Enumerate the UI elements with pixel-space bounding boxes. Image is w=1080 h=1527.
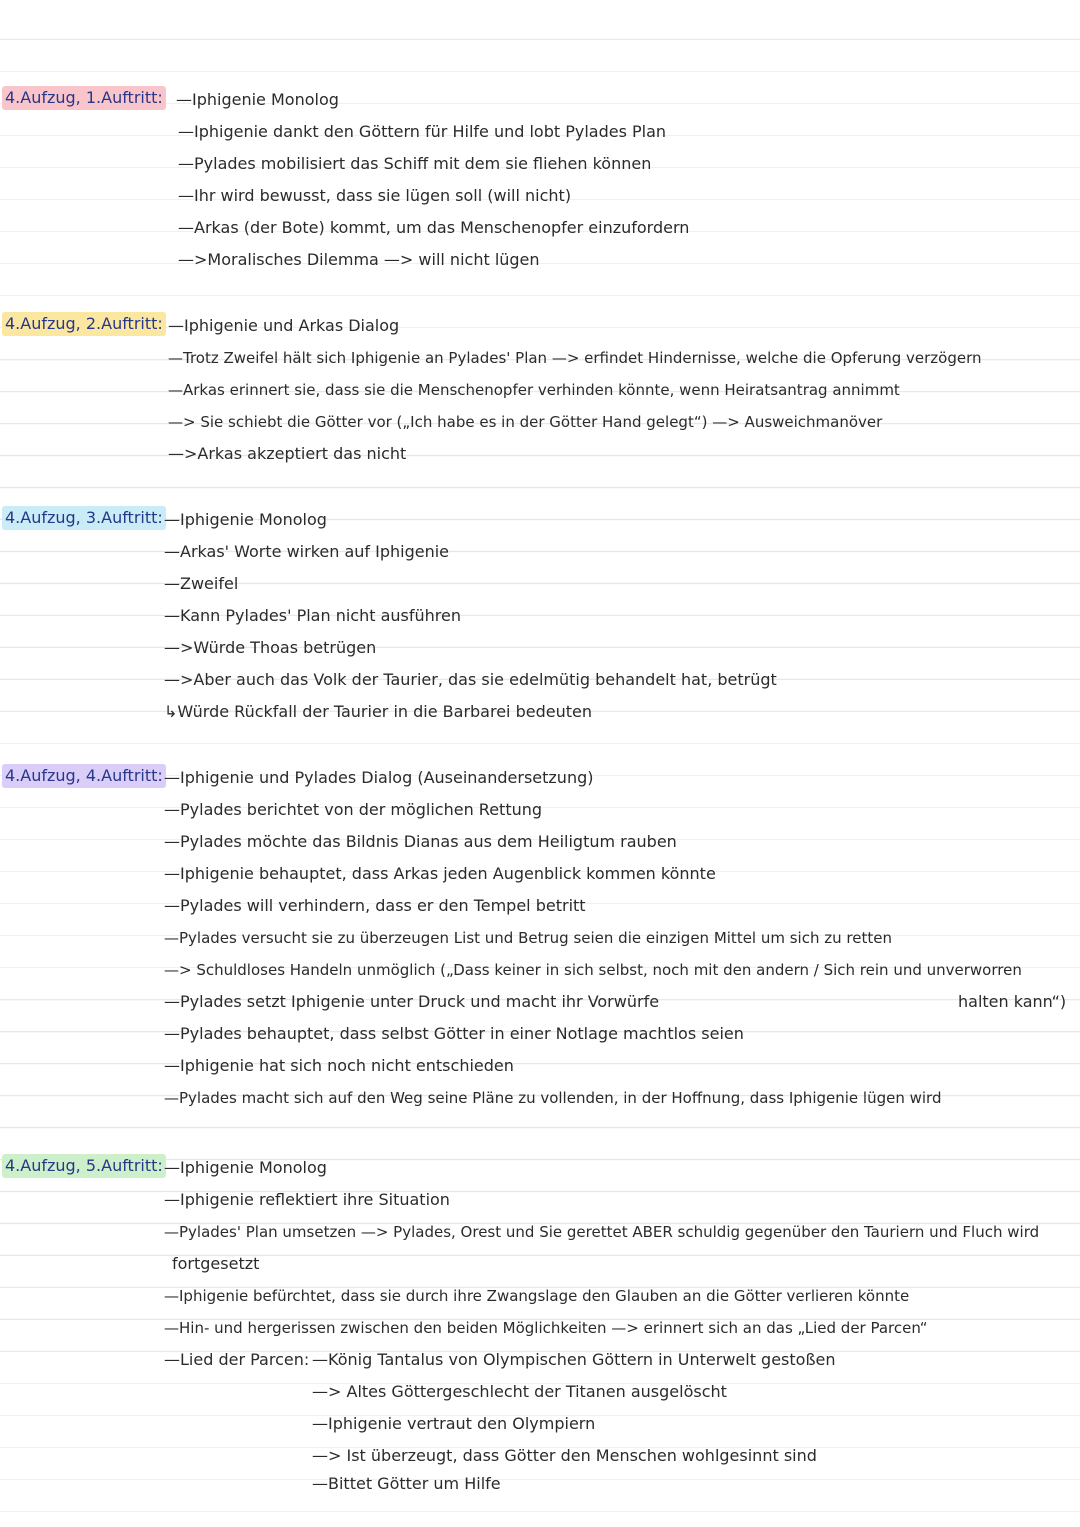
note-line: —Iphigenie hat sich noch nicht entschieden xyxy=(164,1056,514,1075)
note-line: —Arkas (der Bote) kommt, um das Menschenopfer einzufordern xyxy=(178,218,690,237)
note-line: —Lied der Parcen: xyxy=(164,1350,310,1369)
note-line: —Arkas erinnert sie, dass sie die Menschenopfer verhinden könnte, wenn Heiratsantrag annimmt xyxy=(168,381,900,399)
note-line: —Hin- und hergerissen zwischen den beiden Möglichkeiten —> erinnert sich an das „Lied der Parcen“ xyxy=(164,1319,928,1337)
note-line: —Iphigenie dankt den Göttern für Hilfe und lobt Pylades Plan xyxy=(178,122,667,141)
note-line: —>Aber auch das Volk der Taurier, das sie edelmütig behandelt hat, betrügt xyxy=(164,670,777,689)
note-line: —> Schuldloses Handeln unmöglich („Dass keiner in sich selbst, noch mit den andern / Sich rein und unverworren xyxy=(164,961,1022,979)
note-line: —König Tantalus von Olympischen Göttern in Unterwelt gestoßen xyxy=(312,1350,836,1369)
note-line: —Iphigenie Monolog xyxy=(164,1158,327,1177)
note-line: —>Moralisches Dilemma —> will nicht lügen xyxy=(178,250,540,269)
note-line: —Iphigenie behauptet, dass Arkas jeden Augenblick kommen könnte xyxy=(164,864,716,883)
note-line: —Pylades macht sich auf den Weg seine Pläne zu vollenden, in der Hoffnung, dass Iphigenie lügen wird xyxy=(164,1089,942,1107)
note-line: —Trotz Zweifel hält sich Iphigenie an Pylades' Plan —> erfindet Hindernisse, welche die Opferung verzögern xyxy=(168,349,982,367)
note-line: —Iphigenie und Arkas Dialog xyxy=(168,316,400,335)
note-line: —Pylades berichtet von der möglichen Rettung xyxy=(164,800,543,819)
note-line: —Pylades mobilisiert das Schiff mit dem sie fliehen können xyxy=(178,154,652,173)
section-heading: 4.Aufzug, 1.Auftritt: xyxy=(2,86,166,110)
note-line: —Pylades möchte das Bildnis Dianas aus dem Heiligtum rauben xyxy=(164,832,677,851)
section-heading: 4.Aufzug, 4.Auftritt: xyxy=(2,764,166,788)
note-line: —> Ist überzeugt, dass Götter den Menschen wohlgesinnt sind xyxy=(312,1446,817,1465)
note-line: —Iphigenie vertraut den Olympiern xyxy=(312,1414,596,1433)
note-line: —Pylades' Plan umsetzen —> Pylades, Orest und Sie gerettet ABER schuldig gegenüber den Tauriern und Fluch wird xyxy=(164,1223,1040,1241)
note-line: —Ihr wird bewusst, dass sie lügen soll (will nicht) xyxy=(178,186,572,205)
note-line: —Bittet Götter um Hilfe xyxy=(312,1474,501,1493)
note-line: —>Würde Thoas betrügen xyxy=(164,638,377,657)
note-line: fortgesetzt xyxy=(172,1254,260,1273)
note-line: —Kann Pylades' Plan nicht ausführen xyxy=(164,606,461,625)
note-line: —Pylades behauptet, dass selbst Götter in einer Notlage machtlos seien xyxy=(164,1024,744,1043)
section-heading: 4.Aufzug, 3.Auftritt: xyxy=(2,506,166,530)
note-line: —Iphigenie befürchtet, dass sie durch ihre Zwangslage den Glauben an die Götter verlieren könnte xyxy=(164,1287,910,1305)
note-line: —Pylades setzt Iphigenie unter Druck und macht ihr Vorwürfe xyxy=(164,992,660,1011)
section-heading: 4.Aufzug, 5.Auftritt: xyxy=(2,1154,166,1178)
note-line: —Iphigenie Monolog xyxy=(164,510,327,529)
note-line: ↳Würde Rückfall der Taurier in die Barbarei bedeuten xyxy=(164,702,592,721)
note-line: —>Arkas akzeptiert das nicht xyxy=(168,444,407,463)
note-line: —> Altes Göttergeschlecht der Titanen ausgelöscht xyxy=(312,1382,727,1401)
section-heading: 4.Aufzug, 2.Auftritt: xyxy=(2,312,166,336)
note-line: —Arkas' Worte wirken auf Iphigenie xyxy=(164,542,450,561)
quote-continuation: halten kann“) xyxy=(958,992,1067,1011)
note-line: —Zweifel xyxy=(164,574,239,593)
note-line: —Iphigenie reflektiert ihre Situation xyxy=(164,1190,450,1209)
note-line: —> Sie schiebt die Götter vor („Ich habe es in der Götter Hand gelegt“) —> Ausweichmanöver xyxy=(168,413,883,431)
note-line: —Iphigenie und Pylades Dialog (Auseinandersetzung) xyxy=(164,768,594,787)
note-line: —Iphigenie Monolog xyxy=(176,90,339,109)
note-line: —Pylades versucht sie zu überzeugen List und Betrug seien die einzigen Mittel um sich zu retten xyxy=(164,929,892,947)
note-line: —Pylades will verhindern, dass er den Tempel betritt xyxy=(164,896,586,915)
